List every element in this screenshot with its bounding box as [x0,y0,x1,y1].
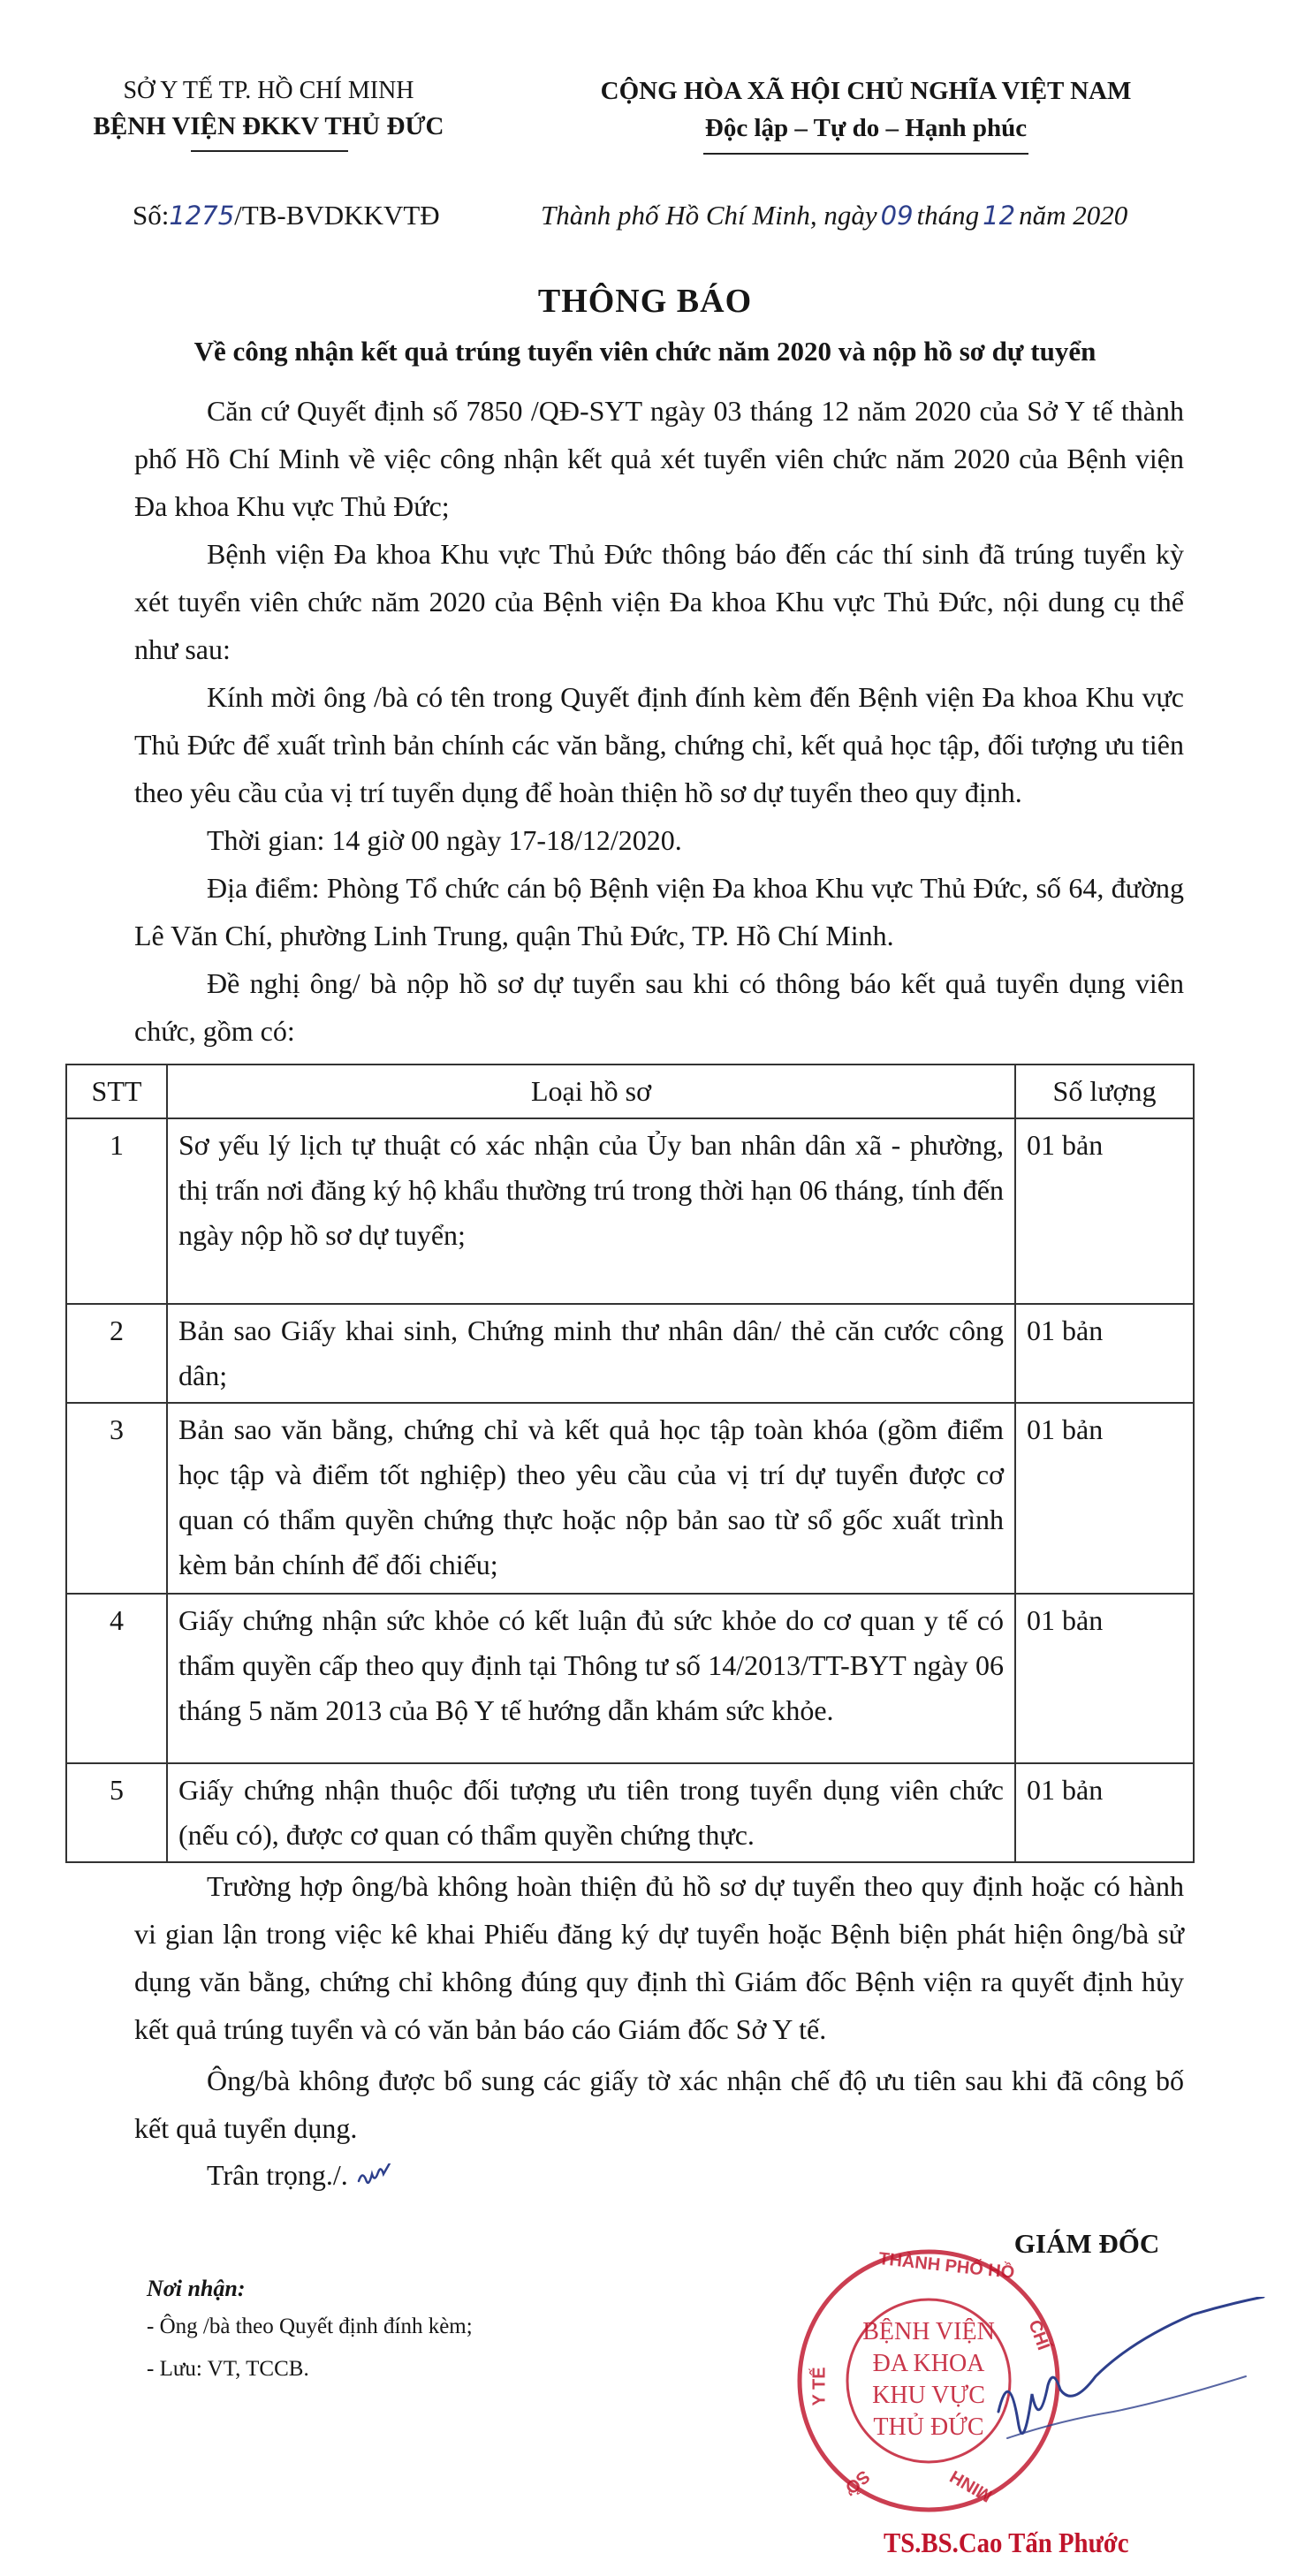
recipient-item: - Ông /bà theo Quyết định đính kèm; [147,2315,473,2338]
stamp-line: KHU VỰC [872,2382,985,2409]
reference-prefix: Số: [133,200,170,231]
paragraph-violation: Trường hợp ông/bà không hoàn thiện đủ hồ sơ dự tuyển theo quy định hoặc có hành vi gian lận trong việc kê khai Phiếu đăng ký dự tuyển hoặc Bệnh biện phát hiện ông/bà sử dụng văn bằng, chứng chỉ không đúng quy định thì Giám đốc Bệnh viện ra quyết định hủy kết quả trúng tuyển và có văn bản báo cáo Giám đốc Sở Y tế. [134,1870,1184,2045]
signer-name: TS.BS.Cao Tấn Phước [884,2527,1129,2558]
row-stt: 4 [66,1594,167,1763]
table-row [66,1763,1194,1862]
stamp-line: THỦ ĐỨC [873,2413,984,2441]
document-subtitle: Về công nhận kết quả trúng tuyển viên chức năm 2020 và nộp hồ sơ dự tuyển [194,336,1096,367]
stamp-line: BỆNH VIỆN [862,2318,995,2345]
reference-handwritten-number: 1275 [169,201,235,231]
recipients-label: Nơi nhận: [147,2276,246,2301]
paragraph-request: Đề nghị ông/ bà nộp hồ sơ dự tuyển sau khi có thông báo kết quả tuyển dụng viên chức, gồm có: [134,967,1184,1047]
date-day: 09 [880,201,914,231]
initials-scribble [355,2163,399,2193]
column-header-quantity: Số lượng [1015,1064,1194,1118]
paragraph-announcement: Bệnh viện Đa khoa Khu vực Thủ Đức thông báo đến các thí sinh đã trúng tuyển kỳ xét tuyển viên chức năm 2020 của Bệnh viện Đa khoa Khu vực Thủ Đức, nội dung cụ thể như sau: [134,538,1184,665]
handwritten-signature [972,2297,1272,2509]
document-title: THÔNG BÁO [537,283,753,320]
stamp-ring-top: THÀNH PHỐ HỒ [877,2248,1016,2284]
row-stt: 3 [66,1403,167,1594]
table-row [66,1594,1194,1763]
column-header-document-type: Loại hồ sơ [167,1064,1015,1118]
paragraph-invitation: Kính mời ông /bà có tên trong Quyết định đính kèm đến Bệnh viện Đa khoa Khu vực Thủ Đức để xuất trình bản chính các văn bằng, chứng chỉ, kết quả học tập, đối tượng ưu tiên theo yêu cầu của vị trí tuyển dụng để hoàn thiện hồ sơ dự tuyển theo quy định. [134,681,1184,808]
row-stt: 2 [66,1304,167,1403]
date-month: 12 [983,201,1016,231]
paragraph-legal-basis: Căn cứ Quyết định số 7850 /QĐ-SYT ngày 03 tháng 12 năm 2020 của Sở Y tế thành phố Hồ Chí Minh về việc công nhận kết quả xét tuyển viên chức năm 2020 của Bệnh viện Đa khoa Khu vực Thủ Đức; [134,395,1184,522]
table-row [66,1118,1194,1304]
hospital-name: BỆNH VIỆN ĐKKV THỦ ĐỨC [93,112,444,140]
signer-position: GIÁM ĐỐC [1013,2228,1160,2259]
document-date [541,198,1127,233]
row-quantity: 01 bản [1015,1403,1194,1594]
stamp-line: ĐA KHOA [872,2350,985,2377]
row-quantity: 01 bản [1015,1118,1194,1304]
reference-suffix: /TB-BVDKKVTĐ [234,200,440,231]
closing-line [207,2157,399,2193]
row-stt: 5 [66,1763,167,1862]
row-document: Bản sao Giấy khai sinh, Chứng minh thư nhân dân/ thẻ căn cước công dân; [167,1304,1015,1403]
row-quantity: 01 bản [1015,1304,1194,1403]
row-document: Bản sao văn bằng, chứng chỉ và kết quả học tập toàn khóa (gồm điểm học tập và điểm tốt nghiệp) theo yêu cầu của vị trí dự tuyển được cơ quan có thẩm quyền chứng thực hoặc nộp bản sao từ sổ gốc xuất trình kèm bản chính để đối chiếu; [167,1403,1015,1594]
row-document: Sơ yếu lý lịch tự thuật có xác nhận của Ủy ban nhân dân xã - phường, thị trấn nơi đăng ký hộ khẩu thường trú trong thời hạn 06 tháng, tính đến ngày nộp hồ sơ dự tuyển; [167,1118,1015,1304]
row-quantity: 01 bản [1015,1763,1194,1862]
row-stt: 1 [66,1118,167,1304]
row-quantity: 01 bản [1015,1594,1194,1763]
table-row [66,1304,1194,1403]
agency-name: SỞ Y TẾ TP. HỒ CHÍ MINH [123,77,414,104]
paragraph-time: Thời gian: 14 giờ 00 ngày 17-18/12/2020. [207,824,682,856]
column-header-stt: STT [66,1064,167,1118]
paragraph-priority-note: Ông/bà không được bổ sung các giấy tờ xác nhận chế độ ưu tiên sau khi đã công bố kết quả tuyển dụng. [134,2065,1184,2144]
country-name: CỘNG HÒA XÃ HỘI CHỦ NGHĨA VIỆT NAM [600,77,1132,105]
recipient-item: - Lưu: VT, TCCB. [147,2357,309,2381]
stamp-ring-right: CHÍ [1024,2317,1053,2353]
reference-number [133,198,440,233]
paragraph-location: Địa điểm: Phòng Tổ chức cán bộ Bệnh viện Đa khoa Khu vực Thủ Đức, số 64, đường Lê Văn Chí, phường Linh Trung, quận Thủ Đức, TP. Hồ Chí Minh. [134,872,1184,951]
motto-underline [703,153,1028,155]
table-row [66,1403,1194,1594]
closing-regards: Trân trọng./. [207,2159,348,2191]
date-year: năm 2020 [1019,200,1128,231]
hospital-underline [191,150,348,152]
stamp-ring-bottom-left: SỞ [839,2466,874,2499]
row-document: Giấy chứng nhận thuộc đối tượng ưu tiên trong tuyển dụng viên chức (nếu có), được cơ quan có thẩm quyền chứng thực. [167,1763,1015,1862]
date-prefix: Thành phố Hồ Chí Minh, ngày [541,200,877,231]
stamp-ring-bottom: MINH [946,2466,996,2506]
table-header-row [66,1064,1194,1118]
date-month-label: tháng [916,200,980,231]
row-document: Giấy chứng nhận sức khỏe có kết luận đủ sức khỏe do cơ quan y tế có thẩm quyền cấp theo quy định tại Thông tư số 14/2013/TT-BYT ngày 06 tháng 5 năm 2013 của Bộ Y tế hướng dẫn khám sức khỏe. [167,1594,1015,1763]
national-motto: Độc lập – Tự do – Hạnh phúc [704,114,1028,142]
required-documents-table [65,1064,1195,1863]
stamp-ring-left: Y TẾ [809,2367,830,2406]
